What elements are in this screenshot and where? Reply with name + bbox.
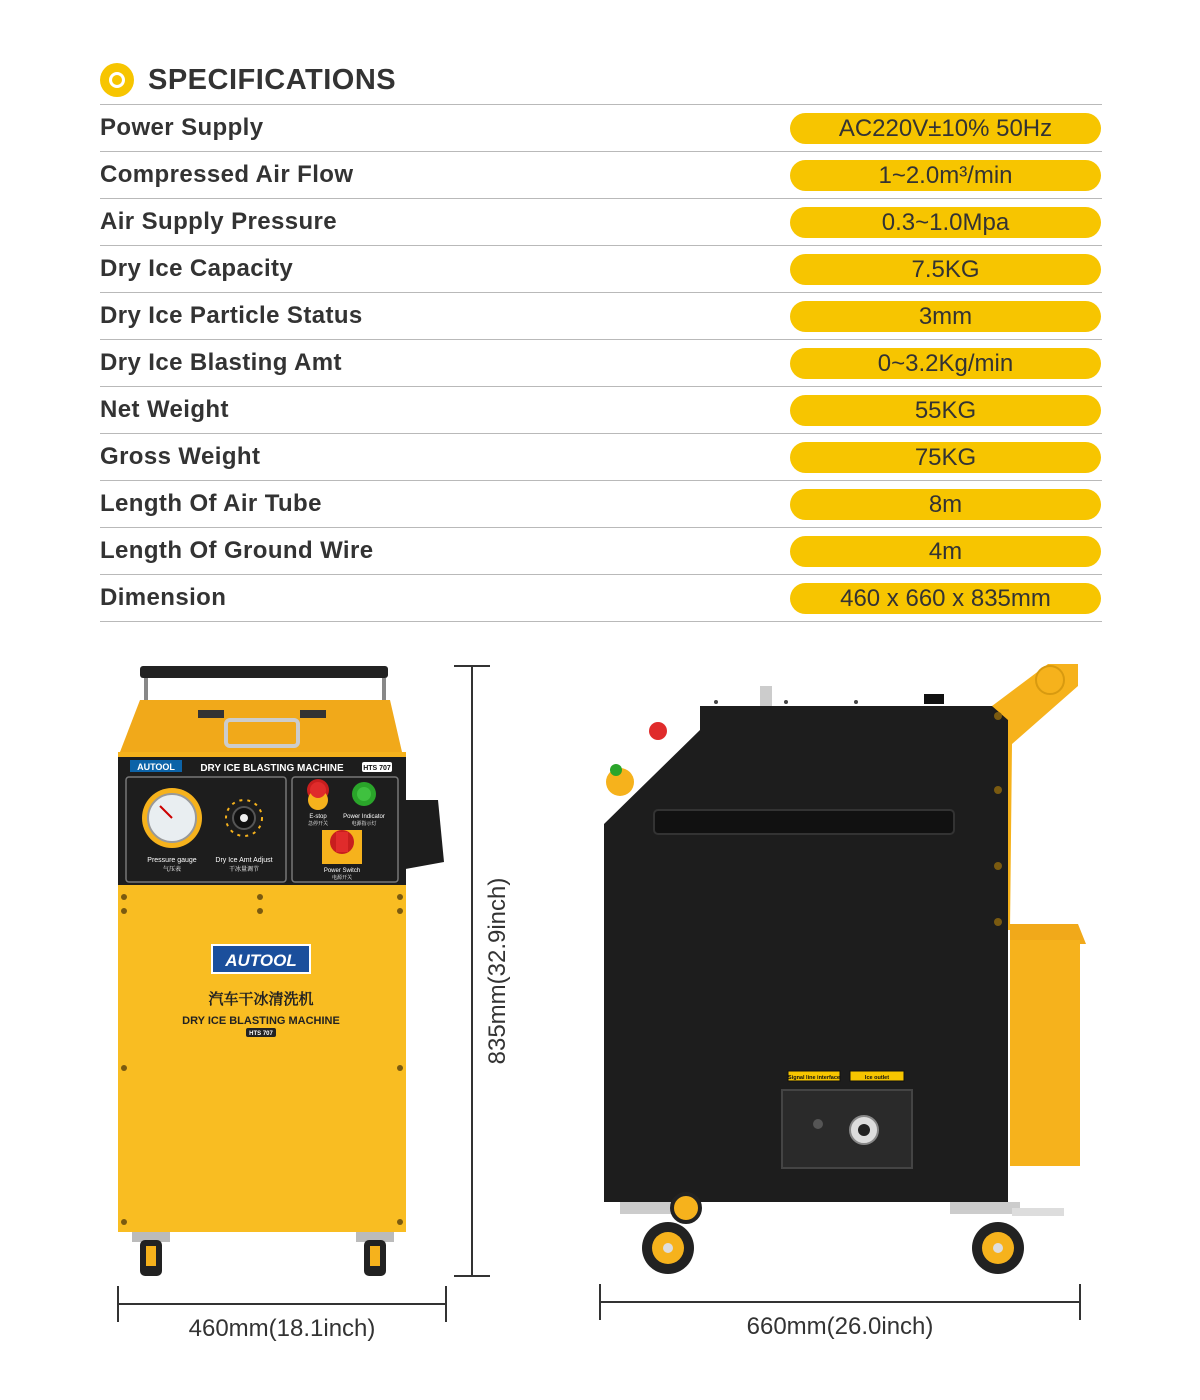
spec-row <box>100 575 1102 622</box>
estop-label: E-stop <box>309 814 327 820</box>
power-switch-label: Power Switch <box>323 868 361 874</box>
spec-label: Dry Ice Blasting Amt <box>100 349 342 376</box>
amt-adjust-label-cn: 干冰量调节 <box>228 867 260 873</box>
spec-value: 8m <box>790 489 1101 520</box>
spec-row <box>100 246 1102 293</box>
spec-label: Power Supply <box>100 114 264 141</box>
spec-label: Compressed Air Flow <box>100 161 354 188</box>
spec-table <box>100 104 1102 622</box>
section-header <box>100 58 396 102</box>
spec-value: 3mm <box>790 301 1101 332</box>
spec-row <box>100 434 1102 481</box>
panel-title: DRY ICE BLASTING MACHINE <box>200 763 344 774</box>
spec-value: AC220V±10% 50Hz <box>790 113 1101 144</box>
spec-label: Gross Weight <box>100 443 261 470</box>
ice-outlet-label: Ice outlet <box>864 1075 890 1081</box>
power-switch-label-cn: 电源开关 <box>331 875 353 881</box>
spec-row <box>100 481 1102 528</box>
circle-bullet-icon <box>100 63 134 97</box>
spec-row <box>100 528 1102 575</box>
spec-row <box>100 105 1102 152</box>
front-product-name-cn: 汽车干冰清洗机 <box>208 991 314 1008</box>
spec-label: Dry Ice Capacity <box>100 255 294 282</box>
machine-dimension-figure <box>0 650 1200 1390</box>
panel-brand: AUTOOL <box>137 762 175 772</box>
spec-label: Length Of Ground Wire <box>100 537 374 564</box>
pressure-gauge-label-cn: 气压表 <box>162 867 182 873</box>
spec-label: Dimension <box>100 584 227 611</box>
depth-label: 660mm(26.0inch) <box>746 1313 934 1340</box>
spec-row <box>100 199 1102 246</box>
spec-label: Length Of Air Tube <box>100 490 322 517</box>
power-indicator-label: Power Indicator <box>343 814 385 820</box>
height-dimension <box>454 666 511 1276</box>
spec-value: 75KG <box>790 442 1101 473</box>
spec-value: 7.5KG <box>790 254 1101 285</box>
spec-row <box>100 340 1102 387</box>
front-brand-logo: AUTOOL <box>225 951 297 970</box>
width-label: 460mm(18.1inch) <box>188 1315 376 1342</box>
signal-line-label: Signal line interface <box>788 1075 840 1081</box>
spec-label: Dry Ice Particle Status <box>100 302 363 329</box>
spec-label: Air Supply Pressure <box>100 208 338 235</box>
estop-label-cn: 急停开关 <box>307 821 329 827</box>
spec-value: 4m <box>790 536 1101 567</box>
spec-row <box>100 152 1102 199</box>
power-indicator-label-cn: 电源指示灯 <box>351 821 377 827</box>
spec-label: Net Weight <box>100 396 229 423</box>
spec-value: 0.3~1.0Mpa <box>790 207 1101 238</box>
pressure-gauge-label: Pressure gauge <box>147 857 197 864</box>
height-label: 835mm(32.9inch) <box>484 877 511 1065</box>
spec-value: 0~3.2Kg/min <box>790 348 1101 379</box>
panel-model: HTS 707 <box>363 765 391 772</box>
section-title: SPECIFICATIONS <box>148 63 397 96</box>
amt-adjust-label: Dry Ice Amt Adjust <box>215 857 273 864</box>
side-view-machine <box>604 664 1086 1274</box>
front-model: HTS 707 <box>249 1031 273 1037</box>
front-view-machine <box>118 666 444 1276</box>
width-dimension <box>118 1286 446 1342</box>
spec-value: 460 x 660 x 835mm <box>790 583 1101 614</box>
spec-value: 1~2.0m³/min <box>790 160 1101 191</box>
spec-row <box>100 387 1102 434</box>
depth-dimension <box>600 1284 1080 1340</box>
spec-value: 55KG <box>790 395 1101 426</box>
spec-row <box>100 293 1102 340</box>
front-product-name: DRY ICE BLASTING MACHINE <box>182 1015 340 1027</box>
